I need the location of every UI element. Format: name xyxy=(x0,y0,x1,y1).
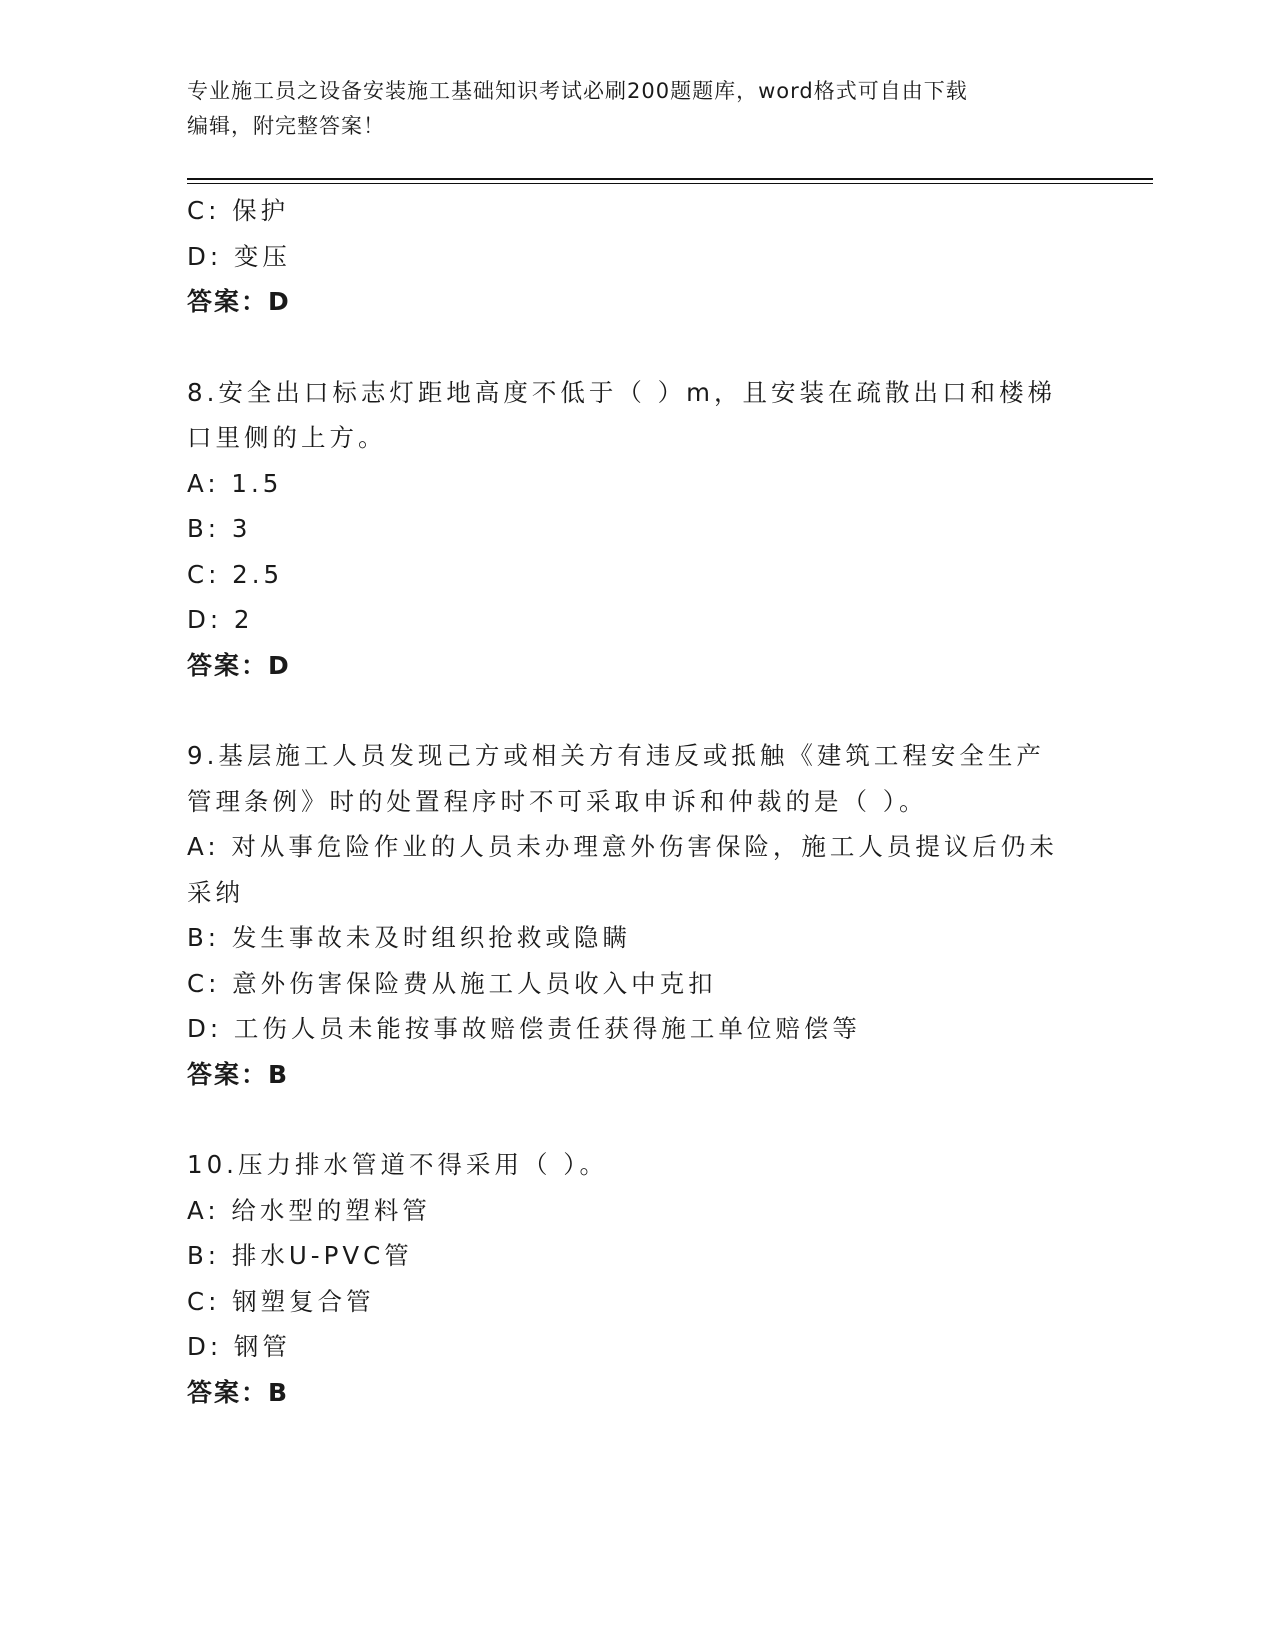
answer: 答案：D xyxy=(187,287,291,316)
question-stem-cont: 管理条例》时的处置程序时不可采取申诉和仲裁的是（ ）。 xyxy=(187,786,928,816)
question-10 xyxy=(187,1142,1087,1415)
question-8 xyxy=(187,370,1087,689)
question-stem: 8.安全出口标志灯距地高度不低于（ ）m，且安装在疏散出口和楼梯 xyxy=(187,377,1057,407)
answer: 答案：D xyxy=(187,650,291,680)
question-stem: 9.基层施工人员发现己方或相关方有违反或抵触《建筑工程安全生产 xyxy=(187,741,1045,770)
option-d: D: 变压 xyxy=(187,241,291,271)
option-d: D: 工伤人员未能按事故赔偿责任获得施工单位赔偿等 xyxy=(187,1014,861,1043)
option-a-cont: 采纳 xyxy=(187,877,244,907)
header-line-2: 编辑，附完整答案！ xyxy=(187,114,385,138)
question-gap xyxy=(187,1097,1087,1142)
option-c: C: 2.5 xyxy=(187,559,284,589)
option-c: C: 钢塑复合管 xyxy=(187,1286,375,1316)
header-divider-thin xyxy=(187,183,1153,184)
option-d: D: 钢管 xyxy=(187,1332,291,1361)
option-a: A: 对从事危险作业的人员未办理意外伤害保险，施工人员提议后仍未 xyxy=(187,832,1058,861)
question-9 xyxy=(187,733,1087,1097)
option-b: B: 3 xyxy=(187,514,252,543)
option-b: B: 发生事故未及时组织抢救或隐瞒 xyxy=(187,923,631,952)
option-b: B: 排水U-PVC管 xyxy=(187,1241,413,1270)
option-a: A: 给水型的塑料管 xyxy=(187,1195,431,1225)
option-c: C: 意外伤害保险费从施工人员收入中克扣 xyxy=(187,968,717,998)
option-c: C: 保护 xyxy=(187,196,290,225)
answer: 答案：B xyxy=(187,1059,290,1089)
header-line-1: 专业施工员之设备安装施工基础知识考试必刷200题题库，word格式可自由下载 xyxy=(187,79,968,103)
question-content xyxy=(187,188,1087,1415)
page-header xyxy=(187,74,1087,144)
question-stem-cont: 口里侧的上方。 xyxy=(187,423,387,452)
option-a: A: 1.5 xyxy=(187,468,283,498)
option-d: D: 2 xyxy=(187,605,254,634)
question-7-tail xyxy=(187,188,1087,325)
question-stem: 10.压力排水管道不得采用（ ）。 xyxy=(187,1150,608,1179)
header-divider-thick xyxy=(187,178,1153,180)
question-gap xyxy=(187,688,1087,733)
answer: 答案：B xyxy=(187,1377,290,1407)
question-gap xyxy=(187,325,1087,370)
